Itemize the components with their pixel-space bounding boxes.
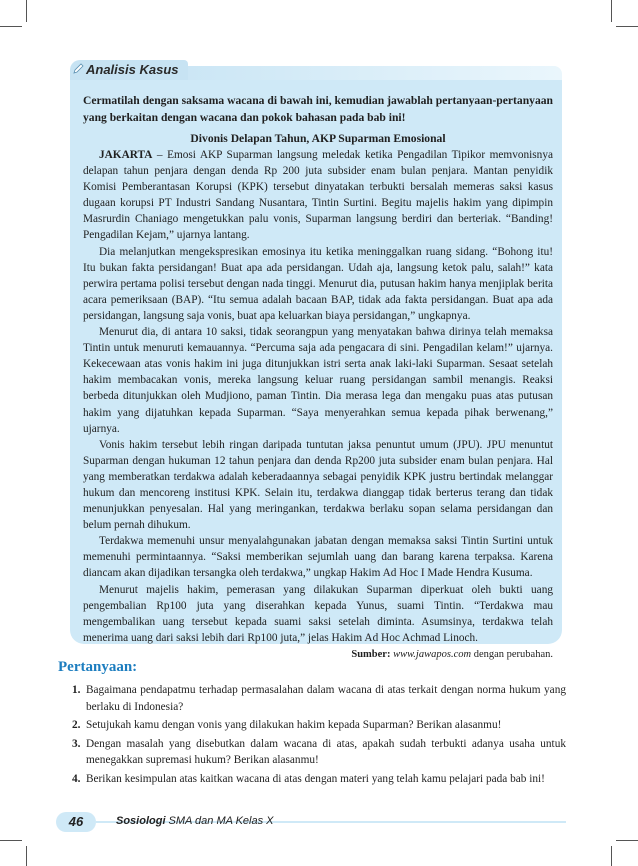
section-header-bar xyxy=(182,66,562,80)
crop-mark-br-v xyxy=(611,846,612,866)
question-item: 3. Dengan masalah yang disebutkan dalam wacana di atas, apakah sudah terbukti adanya usaha untuk menegakkan supremasi hukum? Berikan alasanmu! xyxy=(72,737,566,766)
page-footer xyxy=(56,812,566,832)
question-item: 2. Setujukah kamu dengan vonis yang dilakukan hakim kepada Suparman? Berikan alasanmu! xyxy=(72,719,502,731)
pencil-icon xyxy=(72,62,85,75)
crop-mark-tl-h xyxy=(0,26,22,27)
book-title: Sosiologi SMA dan MA Kelas X xyxy=(116,815,274,827)
article-paragraph-1: JAKARTA – Emosi AKP Suparman langsung meledak ketika Pengadilan Tipikor memvonisnya delapan tahun penjara dengan denda Rp 200 juta subsider enam bulan penjara. Mantan penyidik Komisi Pemberantasan Korupsi (KPK) tersebut dinyatakan terbukti bersalah memeras saksi kasus dugaan korupsi PT Industri Sandang Nusantara, Tintin Surtini. Begitu majelis hakim yang dipimpin Masrurdin Chaniago mengetukkan palu vonis, Suparman langsung berdiri dan berteriak. “Banding! Pengadilan Kejam,” ujarnya lantang. xyxy=(83,149,553,242)
questions-list xyxy=(72,682,566,789)
section-label: Analisis Kasus xyxy=(86,62,179,77)
crop-mark-bl-v xyxy=(26,846,27,866)
source-link: www.jawapos.com xyxy=(393,648,472,660)
page-number: 46 xyxy=(56,812,96,832)
article-paragraph-6: Menurut majelis hakim, pemerasan yang dilakukan Suparman diperkuat oleh bukti uang pengembalian Rp100 juta yang diserahkan kepada Yunus, suami Tintin. “Terdakwa mau mengembalikan uang tersebut kepada suami saksi setelah diminta. Asumsinya, terdakwa telah menerima uang dari saksi lebih dari Rp100 juta,” jelas Hakim Ad Hoc Achmad Linoch. xyxy=(83,583,553,644)
crop-mark-br-h xyxy=(616,840,638,841)
article-paragraph-2: Dia melanjutkan mengekspresikan emosinya itu ketika meninggalkan ruang sidang. “Bohong itu! Itu bukan fakta persidangan! Buat apa ada persidangan. Udah aja, langsung ketok palu, salah!” kata perwira pertama polisi tersebut dengan nada tinggi. Menurut dia, putusan hakim hanya menjiplak berita acara pemeriksaan (BAP). “Itu semua adalah bacaan BAP, tidak ada fakta persidangan. Buat apa ada persidangan, langsung saja vonis, buat apa keluarkan biaya persidangan,” ungkapnya. xyxy=(83,245,553,322)
article-dateline: JAKARTA xyxy=(99,149,153,161)
article-paragraph-4: Vonis hakim tersebut lebih ringan daripada tuntutan jaksa penuntut umum (JPU). JPU menuntut Suparman dengan hukuman 12 tahun penjara dan denda Rp200 juta subsider enam bulan penjara. Hal yang memberatkan terdakwa adalah keberadaannya sebagai penyidik KPK justru bertindak melanggar hukum dan mencoreng institusi KPK. Selain itu, terdakwa dianggap tidak berterus terang dan tidak menunjukkan penyesalan. Hal yang meringankan, terdakwa berlaku sopan selama persidangan dan belum pernah dihukum. xyxy=(83,438,553,532)
article-paragraph-3: Menurut dia, di antara 10 saksi, tidak seorangpun yang menyatakan bahwa dirinya telah memaksa Tintin untuk menuruti kemauannya. “Percuma saja ada pengacara di sini. Pengadilan kelam!” ujarnya. Kekecewaan atas vonis hakim ini juga ditunjukkan istri serta anak laki-laki Suparman. Sesaat setelah hakim membacakan vonis, mereka langsung keluar ruang persidangan sambil menangis. Reaksi berbeda ditunjukkan oleh Mudjiono, paman Tintin. Dia merasa lega dan mengaku puas atas putusan hakim yang dijatuhkan kepada Suparman. “Saya menyerahkan semua kepada pihak berwenang,” ujarnya. xyxy=(83,326,553,435)
question-item: 4. Berikan kesimpulan atas kaitkan wacana di atas dengan materi yang telah kamu pelajari pada bab ini! xyxy=(72,772,545,785)
crop-mark-tr-h xyxy=(616,26,638,27)
crop-mark-tl-v xyxy=(26,0,27,22)
article-title: Divonis Delapan Tahun, AKP Suparman Emosional xyxy=(190,132,446,145)
article-paragraph-5: Terdakwa memenuhi unsur menyalahgunakan jabatan dengan memaksa saksi Tintin Surtini untuk memenuhi permintaannya. “Saksi memberikan sejumlah uang dan barang karena terpaksa. Karena diancam akan dijadikan tersangka oleh terdakwa,” ungkap Hakim Ad Hoc I Made Hendra Kusuma. xyxy=(83,535,553,580)
question-item: 1. Bagaimana pendapatmu terhadap permasalahan dalam wacana di atas terkait dengan norma hukum yang berlaku di Indonesia? xyxy=(72,684,566,713)
crop-mark-tr-v xyxy=(611,0,612,22)
case-content xyxy=(83,92,553,660)
instruction-text: Cermatilah dengan saksama wacana di bawah ini, kemudian jawablah pertanyaan-pertanyaan yang berkaitan dengan wacana dan pokok bahasan pada bab ini! xyxy=(83,94,553,124)
article-source: Sumber: www.jawapos.com dengan perubahan. xyxy=(351,648,553,660)
crop-mark-bl-h xyxy=(0,840,22,841)
questions-title: Pertanyaan: xyxy=(58,659,138,675)
